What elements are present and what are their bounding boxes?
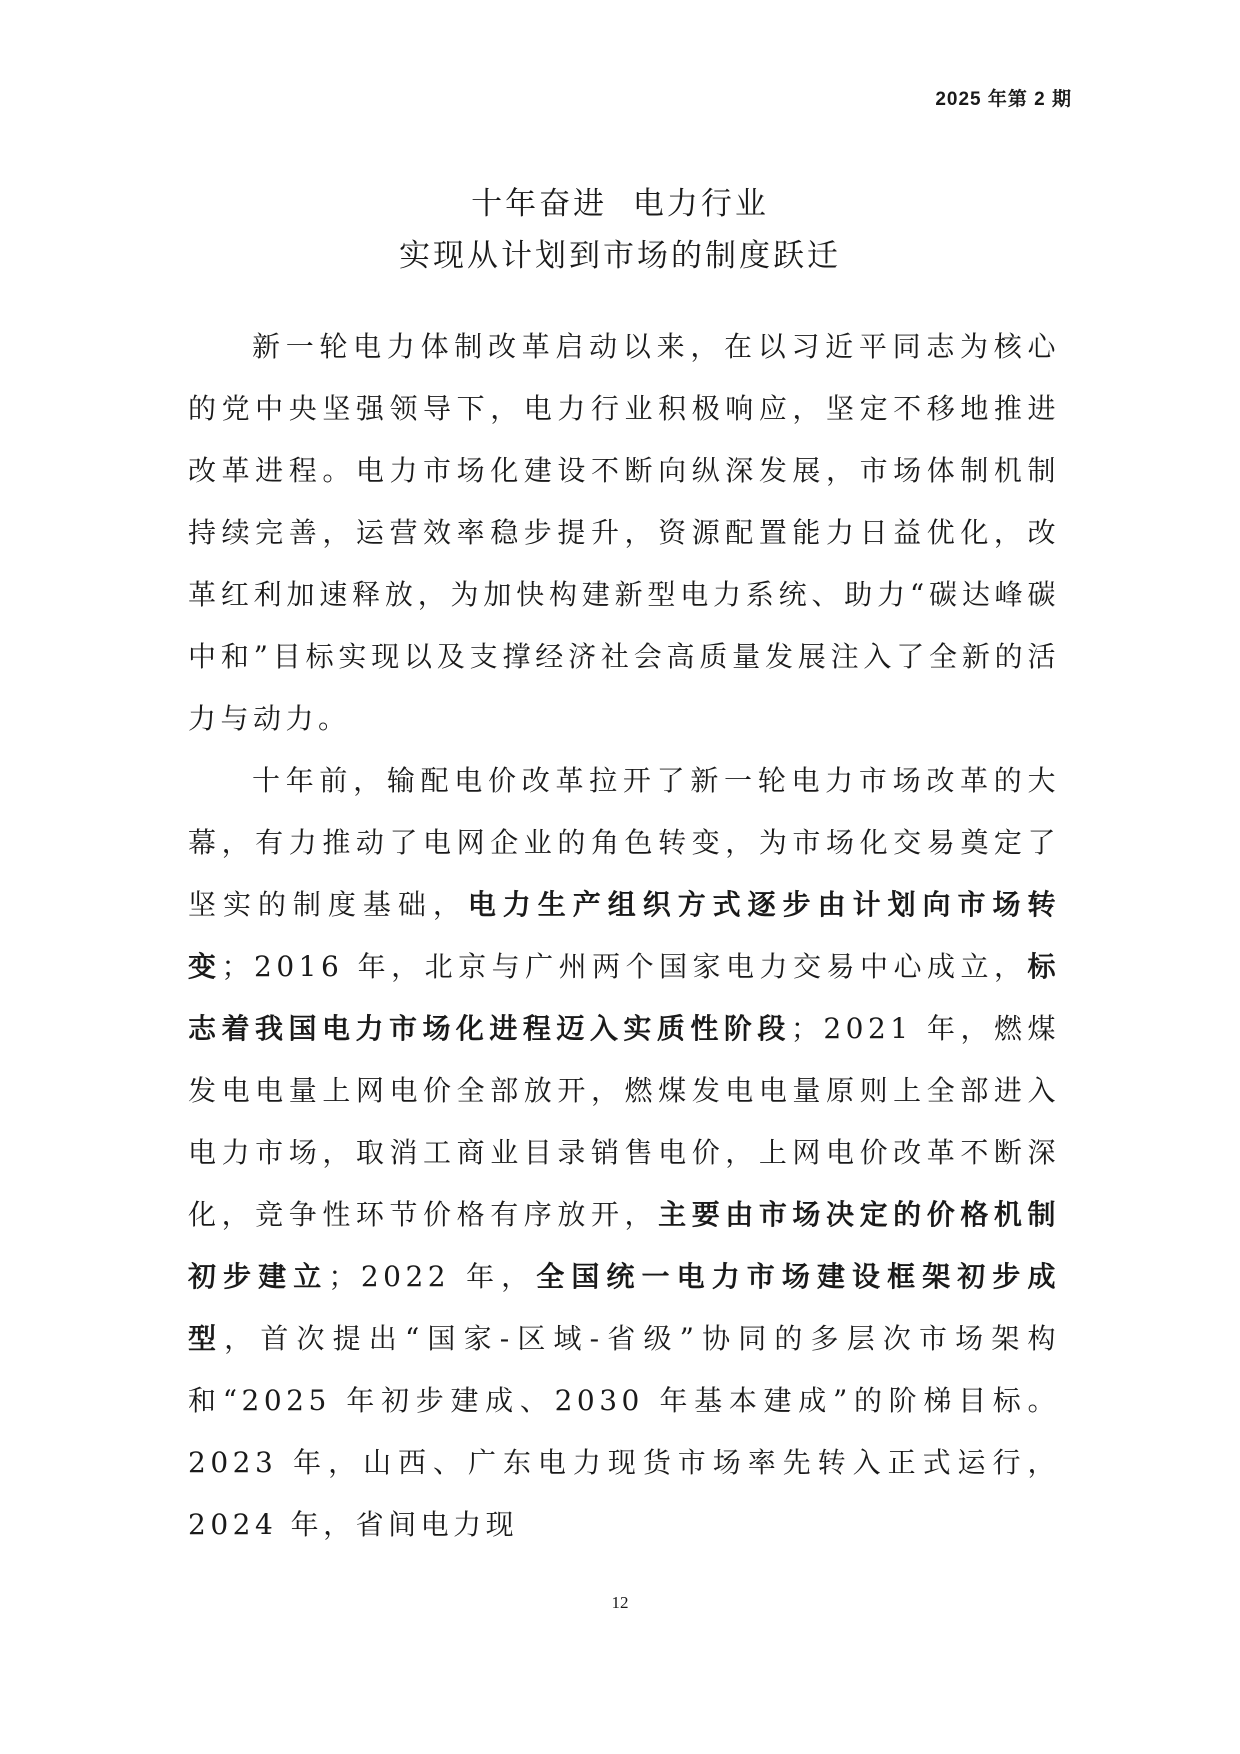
- article-title: [0, 178, 1240, 282]
- paragraph-2-emphasis: 电力生产组织方式逐步由计划向市场转变: [188, 888, 1060, 983]
- paragraph-2: [188, 750, 1060, 1556]
- paragraph-2-text: ；2021 年，燃煤发电电量上网电价全部放开，燃煤发电电量原则上全部进入电力市场，取消工商业目录销售电价，上网电价改革不断深化，竞争性环节价格有序放开，: [188, 1012, 1060, 1231]
- paragraph-1: 新一轮电力体制改革启动以来，在以习近平同志为核心的党中央坚强领导下，电力行业积极响应，坚定不移地推进改革进程。电力市场化建设不断向纵深发展，市场体制机制持续完善，运营效率稳步提升，资源配置能力日益优化，改革红利加速释放，为加快构建新型电力系统、助力“碳达峰碳中和”目标实现以及支撑经济社会高质量发展注入了全新的活力与动力。: [188, 330, 1060, 735]
- paragraph-2-text: ；2016 年，北京与广州两个国家电力交易中心成立，: [221, 950, 1028, 983]
- paragraph-2-text: ，首次提出“国家-区域-省级”协同的多层次市场架构和“2025 年初步建成、2030 年基本建成”的阶梯目标。2023 年，山西、广东电力现货市场率先转入正式运行，2024 年，省间电力现: [188, 1322, 1060, 1541]
- page-number: 12: [611, 1593, 629, 1612]
- paragraph-2-emphasis: 标志着我国电力市场化进程迈入实质性阶段: [188, 950, 1060, 1045]
- title-line-1: 十年奋进 电力行业: [471, 186, 769, 222]
- paragraph-2-emphasis: 全国统一电力市场建设框架初步成型: [188, 1260, 1060, 1355]
- paragraph-2-text: 十年前，输配电价改革拉开了新一轮电力市场改革的大幕，有力推动了电网企业的角色转变，为市场化交易奠定了坚实的制度基础，: [188, 764, 1060, 921]
- issue-label: 2025 年第 2 期: [935, 89, 1072, 110]
- paragraph-2-emphasis: 主要由市场决定的价格机制初步建立: [188, 1198, 1060, 1293]
- paragraph-2-text: ；2022 年，: [328, 1260, 537, 1293]
- article-body: [188, 316, 1060, 1556]
- title-line-2: 实现从计划到市场的制度跃迁: [399, 238, 841, 274]
